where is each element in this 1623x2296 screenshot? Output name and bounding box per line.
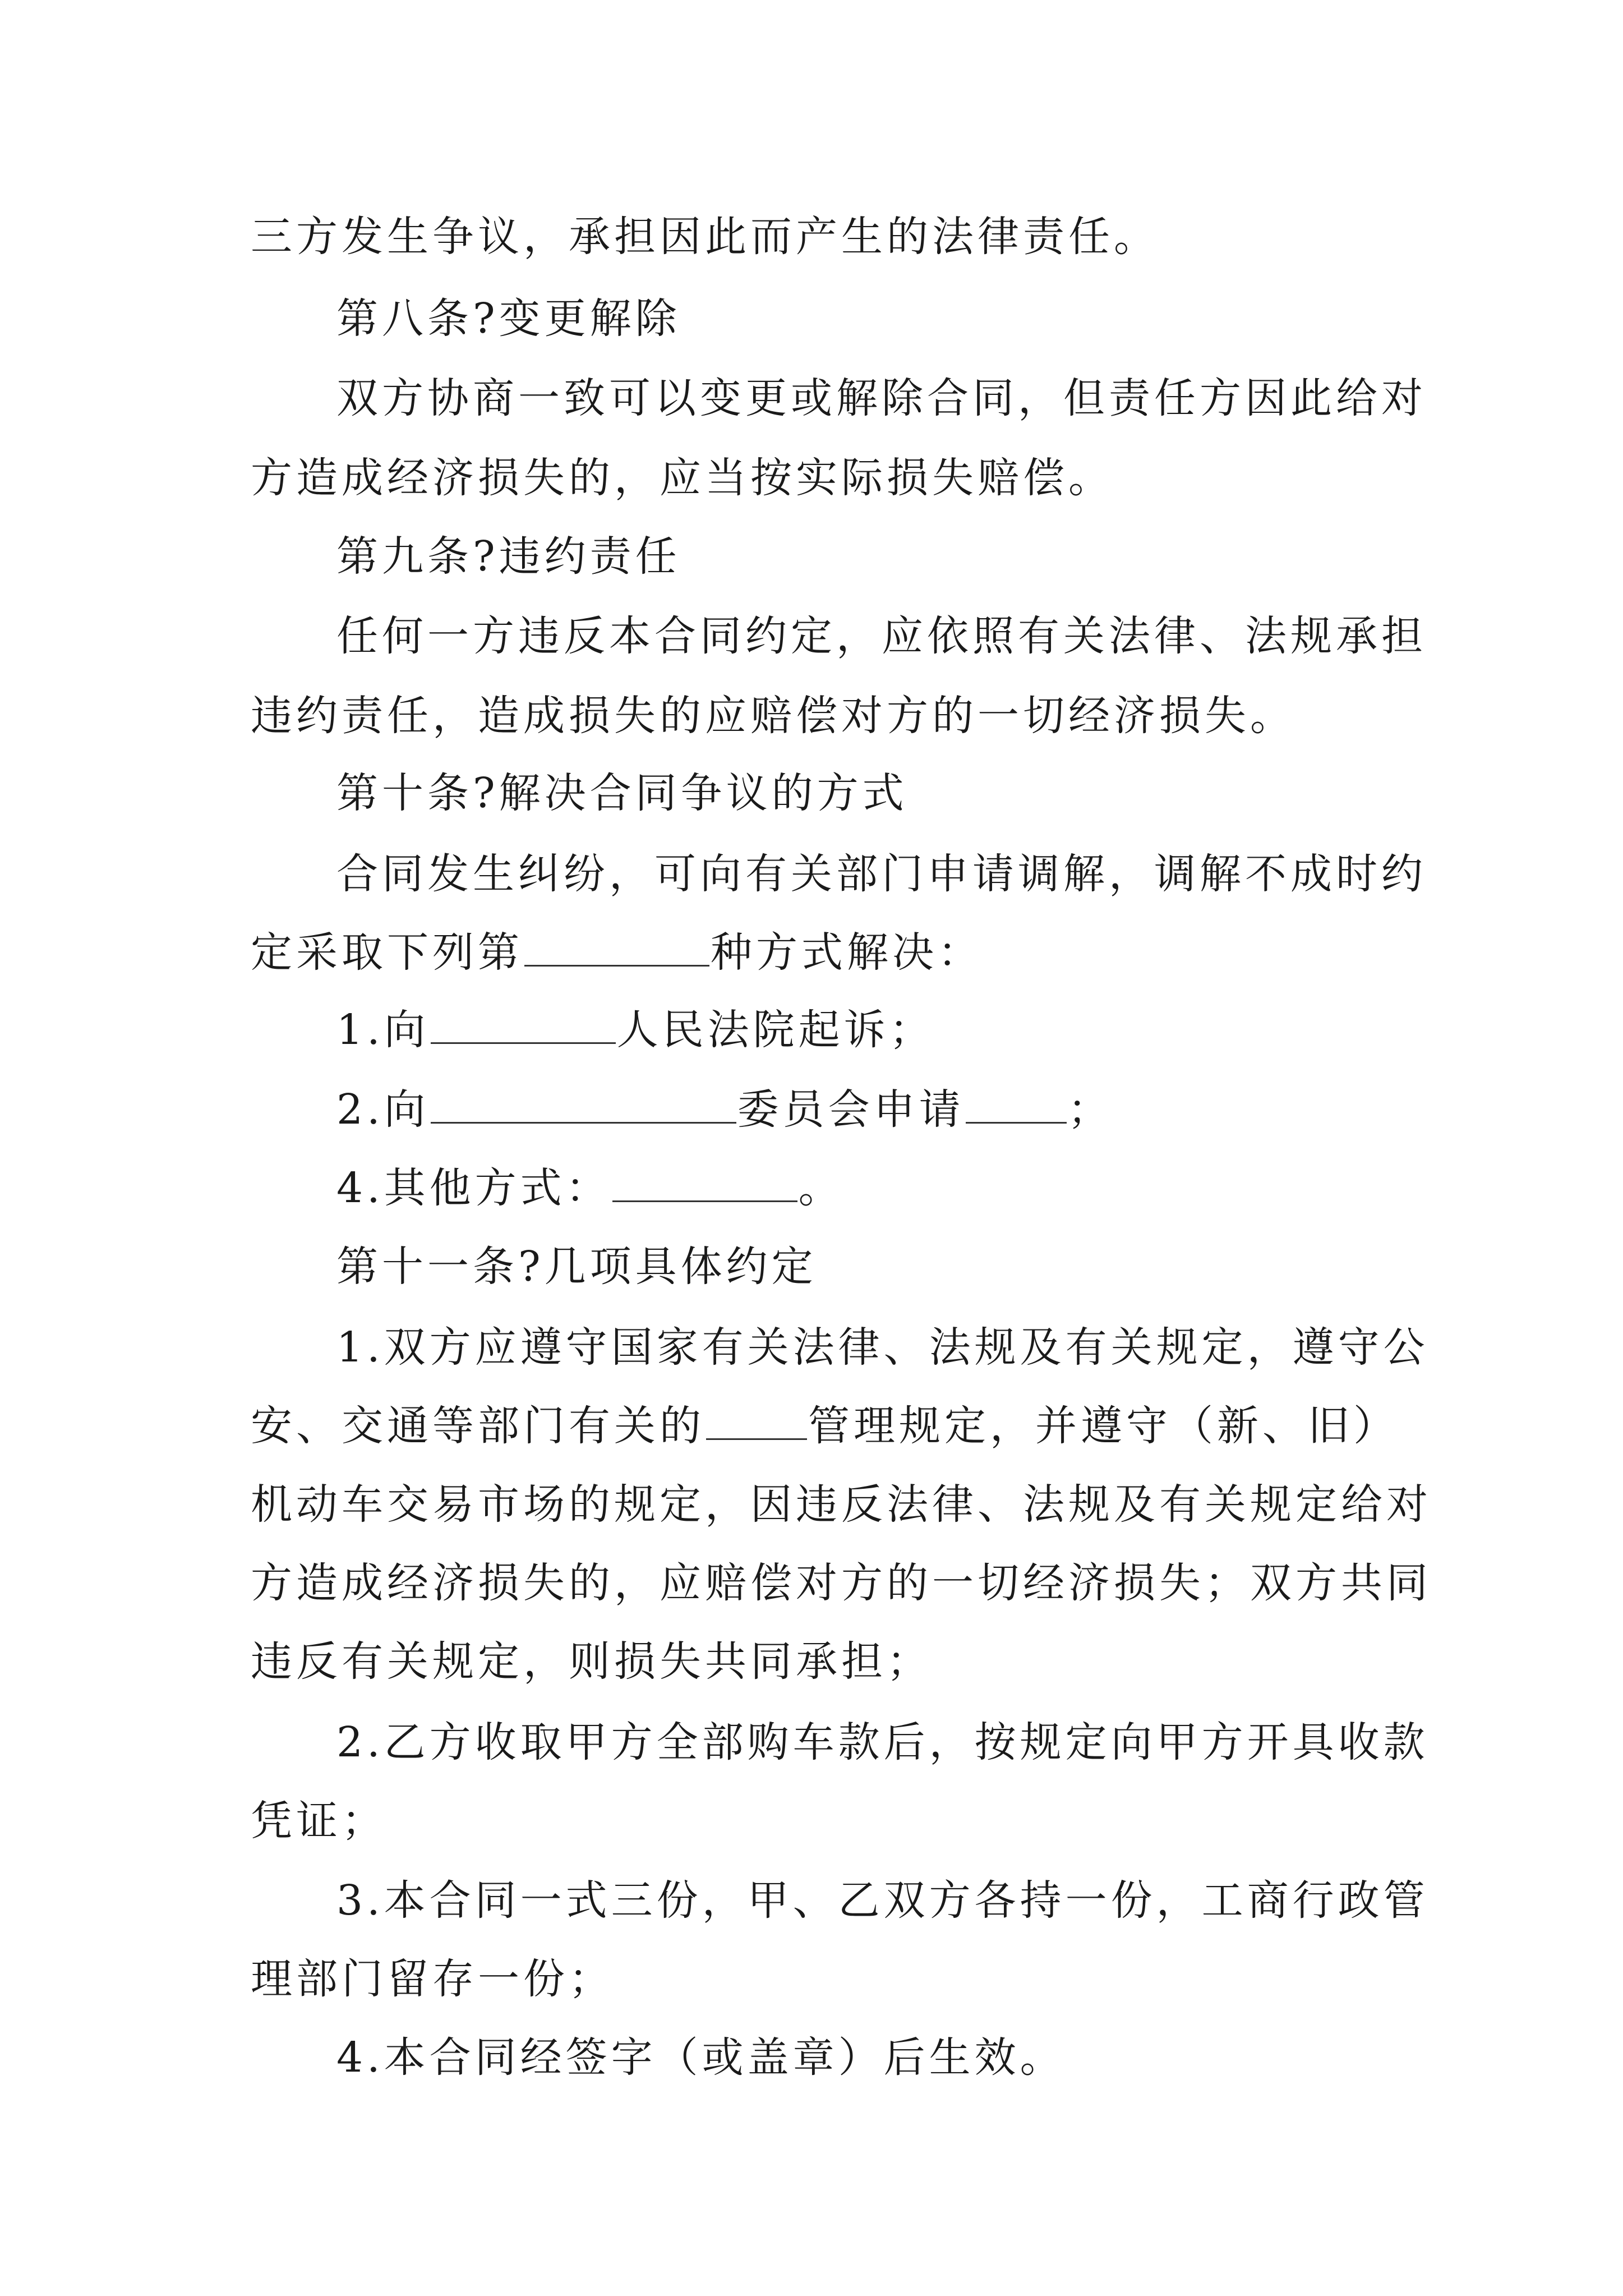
- list-item: 2.乙方收取甲方全部购车款后，按规定向甲方开具收款: [336, 1718, 1429, 1766]
- text-line: 机动车交易市场的规定，因违反法律、法规及有关规定给对: [251, 1480, 1432, 1529]
- text-line: [251, 1398, 1399, 1454]
- article-10-heading: 第十条?解决合同争议的方式: [336, 769, 908, 817]
- text-line: 违反有关规定，则损失共同承担；: [251, 1637, 932, 1686]
- text-segment: 。: [798, 1164, 844, 1212]
- fill-in-blank: [431, 1083, 736, 1124]
- list-item: 1.双方应遵守国家有关法律、法规及有关规定，遵守公: [336, 1323, 1429, 1372]
- text-segment: ；: [1067, 1085, 1113, 1134]
- fill-in-blank: [524, 926, 709, 967]
- text-line: [251, 924, 983, 981]
- list-item: [336, 1082, 1113, 1138]
- list-item: 4.本合同经签字（或盖章）后生效。: [336, 2033, 1066, 2082]
- text-segment: 2.向: [336, 1085, 430, 1134]
- text-segment: 安、交通等部门有关的: [251, 1402, 705, 1450]
- fill-in-blank: [966, 1083, 1067, 1124]
- text-line: 任何一方违反本合同约定，应依照有关法律、法规承担: [336, 612, 1427, 660]
- text-line: 合同发生纠纷，可向有关部门申请调解，调解不成时约: [336, 850, 1427, 898]
- text-segment: 人民法院起诉；: [616, 1006, 935, 1054]
- text-line: 方造成经济损失的，应当按实际损失赔偿。: [251, 454, 1114, 502]
- text-line: 三方发生争议，承担因此而产生的法律责任。: [251, 213, 1159, 261]
- text-line: 方造成经济损失的，应赔偿对方的一切经济损失；双方共同: [251, 1559, 1432, 1607]
- list-item: 3.本合同一式三份，甲、乙双方各持一份，工商行政管: [336, 1876, 1429, 1925]
- list-item: [336, 1002, 935, 1058]
- text-segment: 委员会申请: [737, 1085, 965, 1134]
- text-segment: 种方式解决：: [711, 928, 983, 977]
- article-8-heading: 第八条?变更解除: [336, 295, 681, 343]
- list-item: [336, 1160, 844, 1216]
- text-line: 凭证；: [251, 1797, 387, 1845]
- fill-in-blank: [612, 1161, 797, 1202]
- article-11-heading: 第十一条?几项具体约定: [336, 1243, 817, 1291]
- text-segment: 4.其他方式：: [336, 1164, 611, 1212]
- text-line: 违约责任，造成损失的应赔偿对方的一切经济损失。: [251, 692, 1295, 740]
- text-line: 理部门留存一份；: [251, 1955, 614, 2003]
- fill-in-blank: [706, 1399, 807, 1440]
- text-segment: 定采取下列第: [251, 928, 523, 977]
- text-line: 双方协商一致可以变更或解除合同，但责任方因此给对: [336, 374, 1427, 422]
- text-segment: 1.向: [336, 1006, 430, 1054]
- article-9-heading: 第九条?违约责任: [336, 532, 681, 581]
- text-segment: 管理规定，并遵守（新、旧）: [808, 1402, 1399, 1450]
- fill-in-blank: [431, 1003, 616, 1044]
